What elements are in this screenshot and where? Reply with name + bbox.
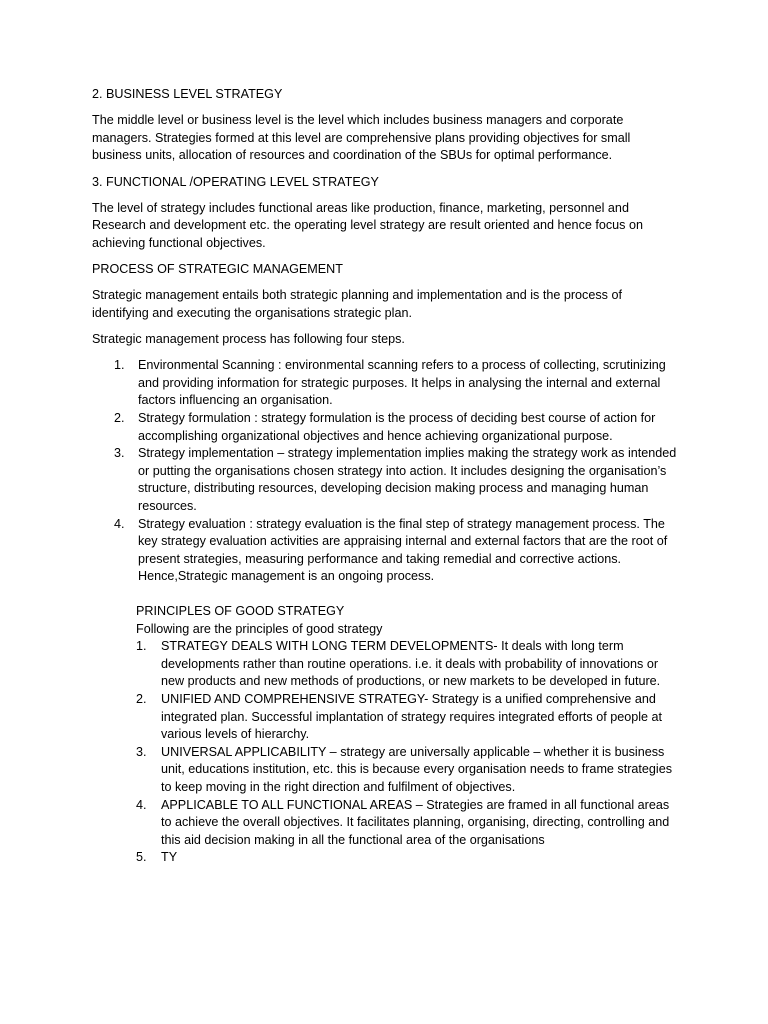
principle-item [136, 691, 682, 744]
principle-number: 1. [136, 639, 147, 654]
principle-number: 5. [136, 850, 147, 865]
process-step-text: Environmental Scanning : environmental scanning refers to a process of collecting, scrutinizing and providing information for strategic purposes. It helps in analysing the internal and external factors influencing an organisation. [138, 358, 666, 408]
principle-item [136, 638, 682, 691]
process-steps-intro: Strategic management process has following four steps. [92, 332, 405, 347]
section-3-body: The level of strategy includes functional areas like production, finance, marketing, personnel and Research and development etc. the operating level strategy are result oriented and hence focus on achieving functional objectives. [92, 200, 643, 250]
principle-number: 4. [136, 797, 147, 812]
process-heading: PROCESS OF STRATEGIC MANAGEMENT [92, 262, 343, 277]
process-step [92, 357, 682, 410]
section-2-body: The middle level or business level is the level which includes business managers and corporate managers. Strategies formed at this level are comprehensive plans providing objectives for small business units, allocation of resources and coordination of the SBUs for optimal performance. [92, 113, 631, 163]
principle-item [136, 849, 682, 867]
section-3-heading: 3. FUNCTIONAL /OPERATING LEVEL STRATEGY [92, 174, 379, 189]
principle-number: 3. [136, 744, 147, 759]
principle-text: UNIFIED AND COMPREHENSIVE STRATEGY- Strategy is a unified comprehensive and integrated plan. Successful implantation of strategy requires integrated efforts of people at various levels of hierarchy. [161, 691, 663, 742]
principles-section [92, 603, 682, 867]
principle-text: UNIVERSAL APPLICABILITY – strategy are universally applicable – whether it is business unit, educations institution, etc. this is because every organisation needs to frame strategies to keep moving in the right direction and fulfilment of objectives. [161, 744, 673, 794]
principles-intro: Following are the principles of good strategy [136, 621, 383, 636]
process-step [92, 410, 682, 445]
principles-heading: PRINCIPLES OF GOOD STRATEGY [136, 604, 345, 618]
process-step-number: 2. [114, 411, 125, 426]
process-step [92, 445, 682, 515]
principle-number: 2. [136, 691, 147, 706]
process-step-text: Strategy formulation : strategy formulation is the process of deciding best course of action for accomplishing organizational objectives and hence achieving organizational purpose. [138, 411, 656, 443]
process-intro: Strategic management entails both strategic planning and implementation and is the process of identifying and executing the organisations strategic plan. [92, 288, 622, 320]
process-conclusion: Hence,Strategic management is an ongoing process. [138, 569, 435, 584]
process-step-text: Strategy implementation – strategy implementation implies making the strategy work as intended or putting the organisations chosen strategy into action. It includes designing the organisation’s structure, distributing resources, developing decision making process and managing human resources. [138, 446, 677, 514]
process-steps-list [92, 357, 682, 568]
process-step-text: Strategy evaluation : strategy evaluation is the final step of strategy management process. The key strategy evaluation activities are appraising internal and external factors that are the root of present strategies, measuring performance and taking remedial and corrective actions. [138, 516, 668, 566]
process-step-number: 4. [114, 516, 125, 531]
document-page [92, 86, 682, 867]
section-2-heading: 2. BUSINESS LEVEL STRATEGY [92, 87, 283, 101]
principle-item [136, 797, 682, 850]
process-step-number: 1. [114, 358, 125, 373]
principle-item [136, 744, 682, 797]
principles-list [136, 638, 682, 867]
principle-text: APPLICABLE TO ALL FUNCTIONAL AREAS – Strategies are framed in all functional areas to achieve the overall objectives. It facilitates planning, organising, directing, controlling and this aid decision making in all the functional area of the organisations [161, 797, 670, 847]
process-step [92, 516, 682, 569]
principle-text: STRATEGY DEALS WITH LONG TERM DEVELOPMENTS- It deals with long term developments rather than routine operations. i.e. it deals with probability of innovations or new products and new methods of productions, or new markets to be developed in future. [161, 639, 661, 689]
process-step-number: 3. [114, 446, 125, 461]
principle-text: TY [161, 850, 178, 865]
